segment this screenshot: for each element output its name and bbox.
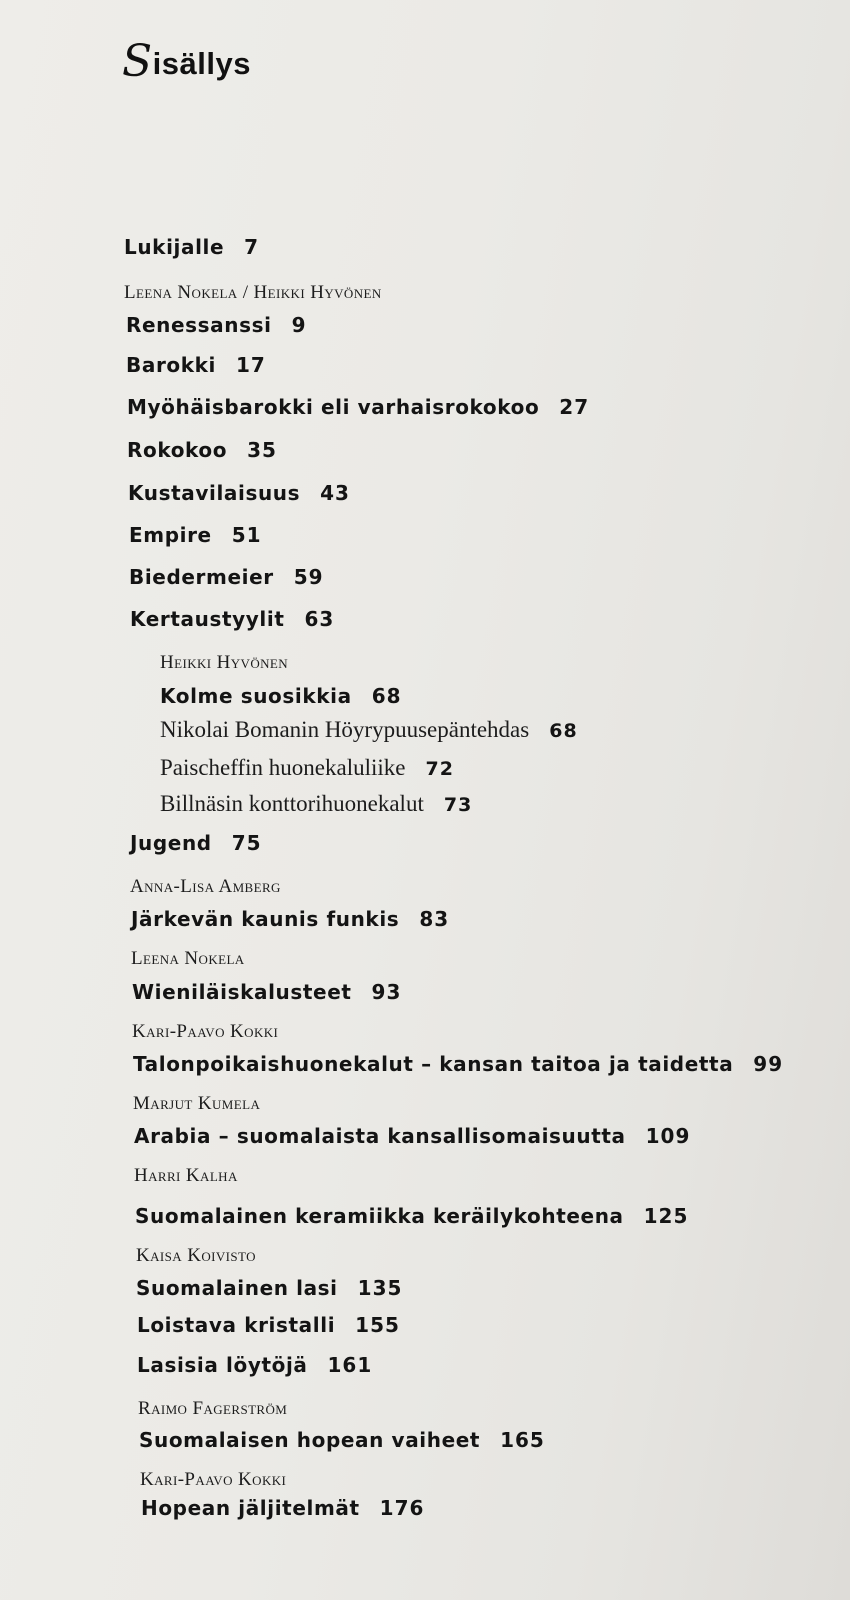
entry-title: Biedermeier [129,565,274,589]
page-number: 165 [500,1428,545,1452]
toc-entry [124,237,259,257]
toc-entry [133,1054,783,1074]
toc-entry [141,1498,424,1518]
page-number: 7 [244,235,260,259]
toc-entry [135,1206,688,1226]
toc-entry [129,525,262,545]
page-number: 93 [371,980,402,1004]
toc-subentry [160,792,472,815]
author-credit: Kari-Paavo Kokki [140,1469,287,1490]
entry-title: Lasisia löytöjä [137,1353,308,1377]
page-number: 75 [231,831,262,855]
page-number: 63 [304,607,335,631]
page-number: 135 [357,1276,403,1300]
author-credit: Marjut Kumela [133,1093,261,1114]
entry-title: Empire [129,523,212,547]
page-number: 176 [379,1496,425,1520]
toc-entry [128,483,350,503]
entry-title: Renessanssi [126,313,272,337]
page-number: 51 [231,523,262,547]
page-title-rest: isällys [152,46,251,81]
author-credit: Raimo Fagerström [138,1398,288,1419]
page-number: 68 [549,720,578,742]
entry-title: Suomalainen lasi [136,1276,338,1300]
entry-title: Jugend [130,831,212,855]
toc-entry [127,397,589,417]
author-credit: Leena Nokela [131,948,245,969]
page-number: 109 [645,1124,691,1148]
page-number: 83 [419,907,450,931]
author-credit: Kaisa Koivisto [136,1245,256,1266]
page-number: 72 [425,758,454,780]
entry-title: Talonpoikaishuonekalut – kansan taitoa ja taidetta [133,1052,734,1076]
toc-entry [131,909,449,929]
page-number: 99 [753,1052,784,1076]
page-title-initial: S [122,36,153,87]
toc-entry [126,315,307,335]
entry-title: Barokki [126,353,217,377]
toc-entry [137,1315,400,1335]
entry-title: Arabia – suomalaista kansallisomaisuutta [134,1124,626,1148]
author-credit: Heikki Hyvönen [160,652,289,673]
entry-title: Suomalainen keramiikka keräilykohteena [135,1204,624,1228]
entry-title: Rokokoo [127,438,228,462]
page-number: 43 [320,481,350,505]
toc-entry [160,686,402,706]
toc-subentry [160,718,578,741]
page-number: 73 [443,794,473,816]
toc-entry [129,567,324,587]
toc-subentry [160,756,454,779]
entry-title: Kertaustyylit [130,607,285,631]
page-number: 27 [559,395,590,419]
toc-entry [136,1278,402,1298]
page-number: 68 [371,684,402,708]
author-credit: Harri Kalha [134,1165,238,1186]
toc-entry [130,609,334,629]
page-number: 161 [327,1353,373,1377]
entry-title: Lukijalle [124,235,225,259]
entry-title: Kustavilaisuus [128,481,301,505]
page-title [122,36,251,87]
toc-entry [134,1126,690,1146]
page-number: 35 [247,438,277,462]
toc-entry [127,440,277,460]
entry-title: Wieniläiskalusteet [132,980,352,1004]
page-number: 17 [236,353,266,377]
entry-title: Myöhäisbarokki eli varhaisrokokoo [127,395,540,419]
entry-title: Suomalaisen hopean vaiheet [139,1428,481,1452]
toc-entry [130,833,262,853]
entry-title: Billnäsin konttorihuonekalut [160,791,424,816]
entry-title: Paischeffin huonekaluliike [160,755,406,780]
author-credit: Kari-Paavo Kokki [132,1021,279,1042]
toc-entry [126,355,266,375]
entry-title: Järkevän kaunis funkis [131,907,400,931]
entry-title: Nikolai Bomanin Höyrypuusepäntehdas [160,717,530,742]
entry-title: Loistava kristalli [137,1313,336,1337]
toc-entry [137,1355,372,1375]
page-number: 9 [291,313,307,337]
toc-entry [139,1430,545,1450]
page-number: 125 [643,1204,689,1228]
author-credit: Anna-Lisa Amberg [130,876,281,897]
author-credit: Leena Nokela / Heikki Hyvönen [124,282,382,303]
entry-title: Kolme suosikkia [160,684,352,708]
page-number: 59 [293,565,324,589]
entry-title: Hopean jäljitelmät [141,1496,360,1520]
page-number: 155 [355,1313,400,1337]
toc-entry [132,982,401,1002]
